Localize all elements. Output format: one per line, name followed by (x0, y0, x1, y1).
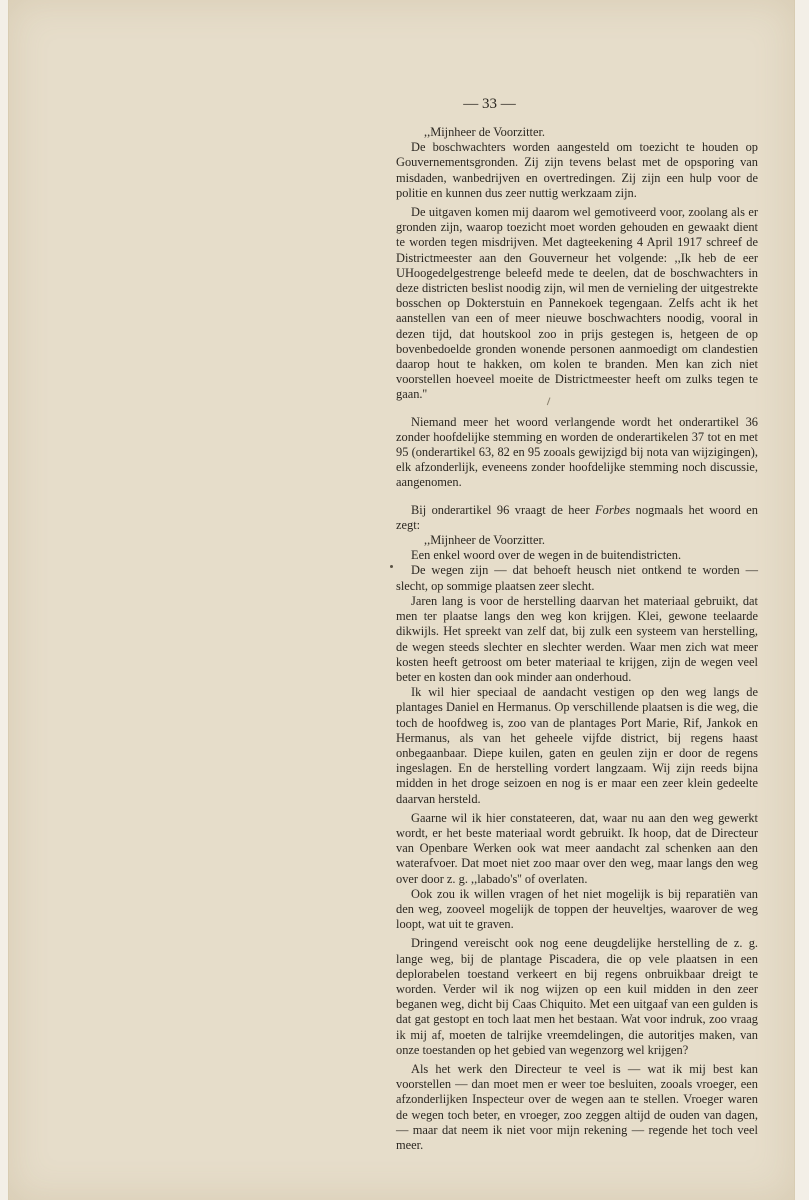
paragraph: Dringend vereischt ook nog eene deugdelijke herstelling de z. g. lange weg, bij de plantage Piscadera, die op vele plaatsen in een deplorabelen toestand verkeert en bij regens onbruikbaar dreigt te worden. Verder wil ik nog wijzen op een kuil midden in den zeer beganen weg, dicht bij Caas Chiquito. Met een uitgaaf van een gulden is dat gat gestopt en toch laat men het bestaan. Wat voor indruk, zoo vraag ik mij af, moeten de talrijke vreemdelingen, die autoritjes maken, van onze toestanden op het gebied van wegenzorg wel krijgen? (396, 936, 758, 1057)
salutation: ,,Mijnheer de Voorzitter. (424, 533, 546, 548)
page-number: — 33 — (463, 96, 516, 112)
paragraph: Een enkel woord over de wegen in de buitendistricten. (411, 548, 682, 563)
paragraph: Als het werk den Directeur te veel is — wat ik mij best kan voorstellen — dan moet men er weer toe besluiten, zooals vroeger, een afzonderlijken Inspecteur over de wegen aan te stellen. Vroeger waren de wegen toch beter, en vroeger, zoo zeggen altijd de ouden van dagen, — maar dat neem ik niet voor mijn rekening — regende het toch veel meer. (396, 1061, 758, 1152)
paragraph: Ook zou ik willen vragen of het niet mogelijk is bij reparatiën van den weg, zooveel mogelijk de toppen der heuveltjes, waarover de weg loopt, wat uit te graven. (396, 886, 758, 932)
paragraph: De wegen zijn — dat behoeft heusch niet ontkend te worden — slecht, op sommige plaatsen zeer slecht. (396, 563, 758, 593)
paragraph: Gaarne wil ik hier constateeren, dat, waar nu aan den weg gewerkt wordt, er het beste materiaal wordt gebruikt. Ik hoop, dat de Directeur van Openbare Werken ook wat meer aandacht zal schenken aan den waterafvoer. Dat moet niet zoo maar over den weg, maar langs den weg over door z. g. ,,labado's'' of overlaten. (396, 810, 758, 886)
ink-dot (390, 565, 393, 568)
paragraph: Ik wil hier speciaal de aandacht vestigen op den weg langs de plantages Daniel en Hermanus. Op verschillende plaatsen is die weg, die toch de hoofdweg is, zoo van de plantages Port Marie, Rif, Jankok en Hermanus, als van het geheele vijfde district, bij regens haast onbegaanbaar. Diepe kuilen, gaten en geulen zijn er door de regens ingeslagen. En de herstelling vordert langzaam. Wij zijn reeds bijna midden in het droge seizoen en nog is er maar een zeer klein gedeelte daarvan hersteld. (396, 685, 758, 806)
paragraph: Jaren lang is voor de herstelling daarvan het materiaal gebruikt, dat men ter plaatse langs den weg kon krijgen. Klei, gewone teelaarde dikwijls. Het spreekt van zelf dat, bij zulk een systeem van herstelling, de wegen steeds slechter en slechter werden. Waar men zich wat meer kosten heeft getroost om beter materiaal te krijgen, zijn de wegen veel beter en kosten dan ook minder aan onderhoud. (396, 593, 758, 684)
speaker-name: Forbes (595, 502, 631, 517)
paragraph (396, 503, 758, 533)
paragraph: Niemand meer het woord verlangende wordt het onderartikel 36 zonder hoofdelijke stemming en worden de onderartikelen 37 tot en met 95 (onderartikel 63, 82 en 95 zooals gewijzigd bij nota van wijzigingen), elk afzonderlijk, eveneens zonder hoofdelijke stemming noch discussie, aangenomen. (396, 414, 758, 490)
paragraph: De boschwachters worden aangesteld om toezicht te houden op Gouvernementsgronden. Zij zijn tevens belast met de opsporing van misdaden, wanbedrijven en overtredingen. Zij zijn een hulp voor de politie en kunnen dus zeer nuttig werkzaam zijn. (396, 140, 758, 200)
paragraph-text: Bij onderartikel 96 vraagt de heer (411, 502, 590, 517)
body-text-column (396, 125, 758, 1153)
paragraph: De uitgaven komen mij daarom wel gemotiveerd voor, zoolang als er gronden zijn, waarop toezicht moet worden gehouden en gewaakt dient te worden tegen misdrijven. Met dagteekening 4 April 1917 schreef de Districtmeester aan den Gouverneur het volgende: ,,Ik heb de eer UHoogedelgestrenge beleefd mede te deelen, dat de boschwachters in deze districten beslist noodig zijn, wil men de vernieling der uitgestrekte bosschen op Dokterstuin en Pannekoek tegengaan. Zelfs acht ik het aanstellen van een of meer nieuwe boschwachters noodig, vooral in dezen tijd, dat houtskool zoo in prijs gestegen is, hetgeen de op bovenbedoelde gronden wonende personen aanmoedigt om clandestien daarop hout te hakken, om kolen te branden. Men kan zich niet voorstellen hoeveel moeite de Districtmeester heeft om zulks tegen te gaan.'' (396, 205, 758, 402)
paragraph-text: nogmaals het woord en zegt: (396, 502, 758, 532)
salutation: ,,Mijnheer de Voorzitter. (424, 125, 546, 139)
